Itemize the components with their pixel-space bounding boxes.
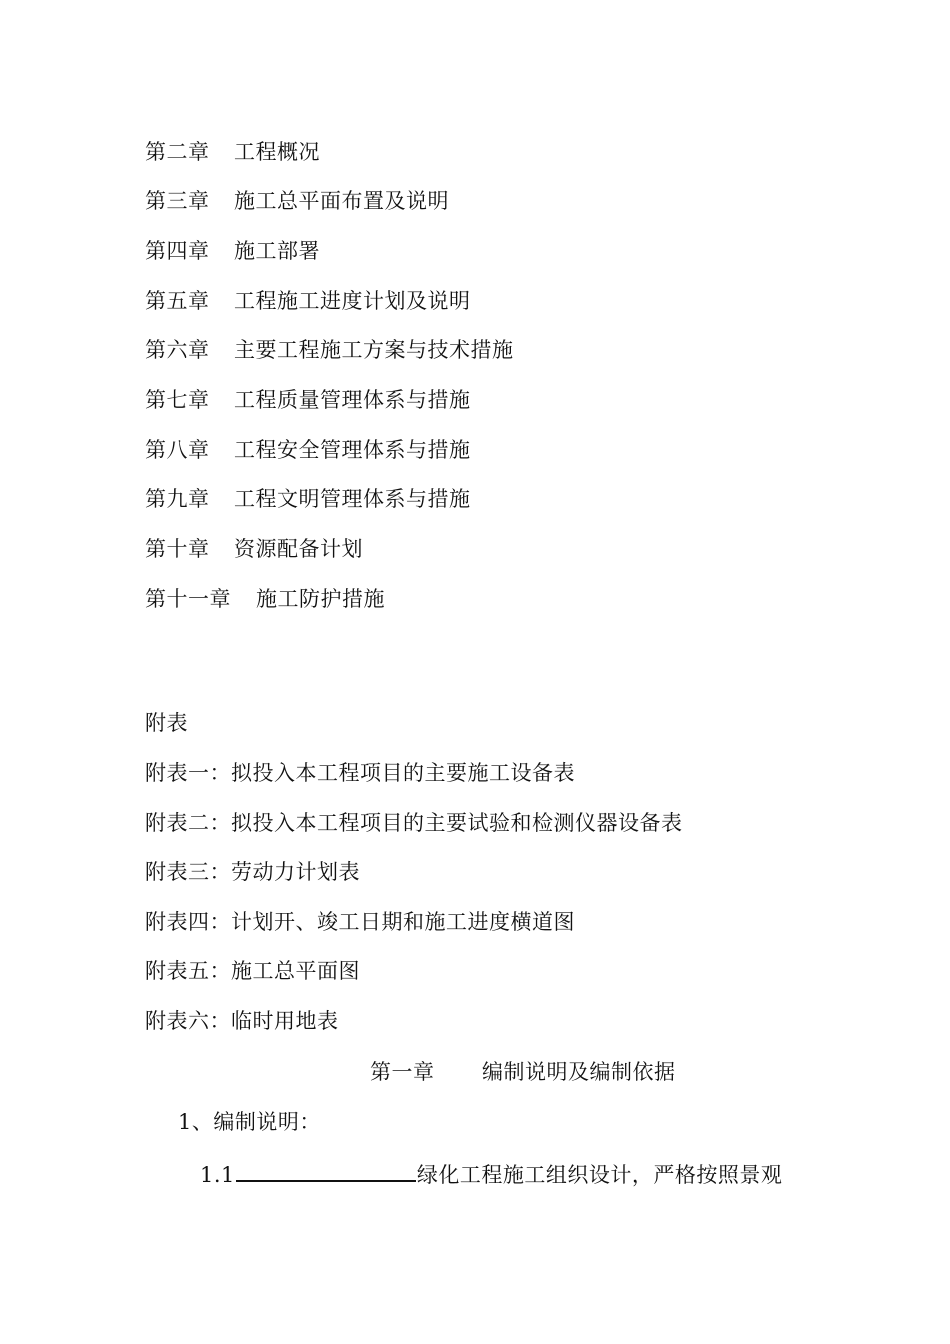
toc-item [145,485,471,513]
toc-chapter-label: 第八章 [145,438,210,462]
toc-item [145,287,471,315]
appendix-item: 附表三：劳动力计划表 [145,860,360,884]
section-heading: 1、编制说明： [178,1110,321,1134]
toc-chapter-title: 资源配备计划 [234,537,363,561]
toc-item [145,237,320,265]
appendix-item: 附表五：施工总平面图 [145,959,360,983]
toc-item [145,336,514,364]
appendix-item: 附表六：临时用地表 [145,1009,339,1033]
toc-chapter-title: 工程质量管理体系与措施 [234,388,471,412]
toc-chapter-label: 第十章 [145,537,210,561]
toc-item [145,386,471,414]
toc-chapter-title: 工程施工进度计划及说明 [234,289,471,313]
toc-chapter-label: 第七章 [145,388,210,412]
appendix-item: 附表二：拟投入本工程项目的主要试验和检测仪器设备表 [145,811,683,835]
appendix-heading: 附表 [145,711,188,735]
toc-chapter-title: 主要工程施工方案与技术措施 [234,338,514,362]
toc-chapter-title: 施工总平面布置及说明 [234,189,449,213]
paragraph-number: 1.1 [200,1163,235,1187]
toc-chapter-label: 第六章 [145,338,210,362]
toc-item [145,187,449,215]
toc-item [145,535,363,563]
chapter-title-text: 编制说明及编制依据 [482,1060,676,1084]
chapter-label: 第一章 [370,1060,435,1084]
paragraph [200,1158,782,1189]
toc-chapter-title: 工程概况 [234,140,320,164]
toc-item [145,436,471,464]
toc-chapter-label: 第二章 [145,140,210,164]
toc-item [145,138,320,166]
chapter-title [370,1058,676,1086]
paragraph-text: 绿化工程施工组织设计，严格按照景观 [416,1163,783,1187]
toc-chapter-label: 第三章 [145,189,210,213]
appendix-item: 附表一：拟投入本工程项目的主要施工设备表 [145,761,575,785]
toc-chapter-title: 工程文明管理体系与措施 [234,487,471,511]
toc-chapter-title: 工程安全管理体系与措施 [234,438,471,462]
toc-chapter-label: 第九章 [145,487,210,511]
toc-item [145,585,385,613]
appendix-item: 附表四：计划开、竣工日期和施工进度横道图 [145,910,575,934]
toc-chapter-title: 施工部署 [234,239,320,263]
toc-chapter-title: 施工防护措施 [256,587,385,611]
toc-chapter-label: 第四章 [145,239,210,263]
toc-chapter-label: 第十一章 [145,587,231,611]
fill-in-blank [236,1158,416,1182]
toc-chapter-label: 第五章 [145,289,210,313]
